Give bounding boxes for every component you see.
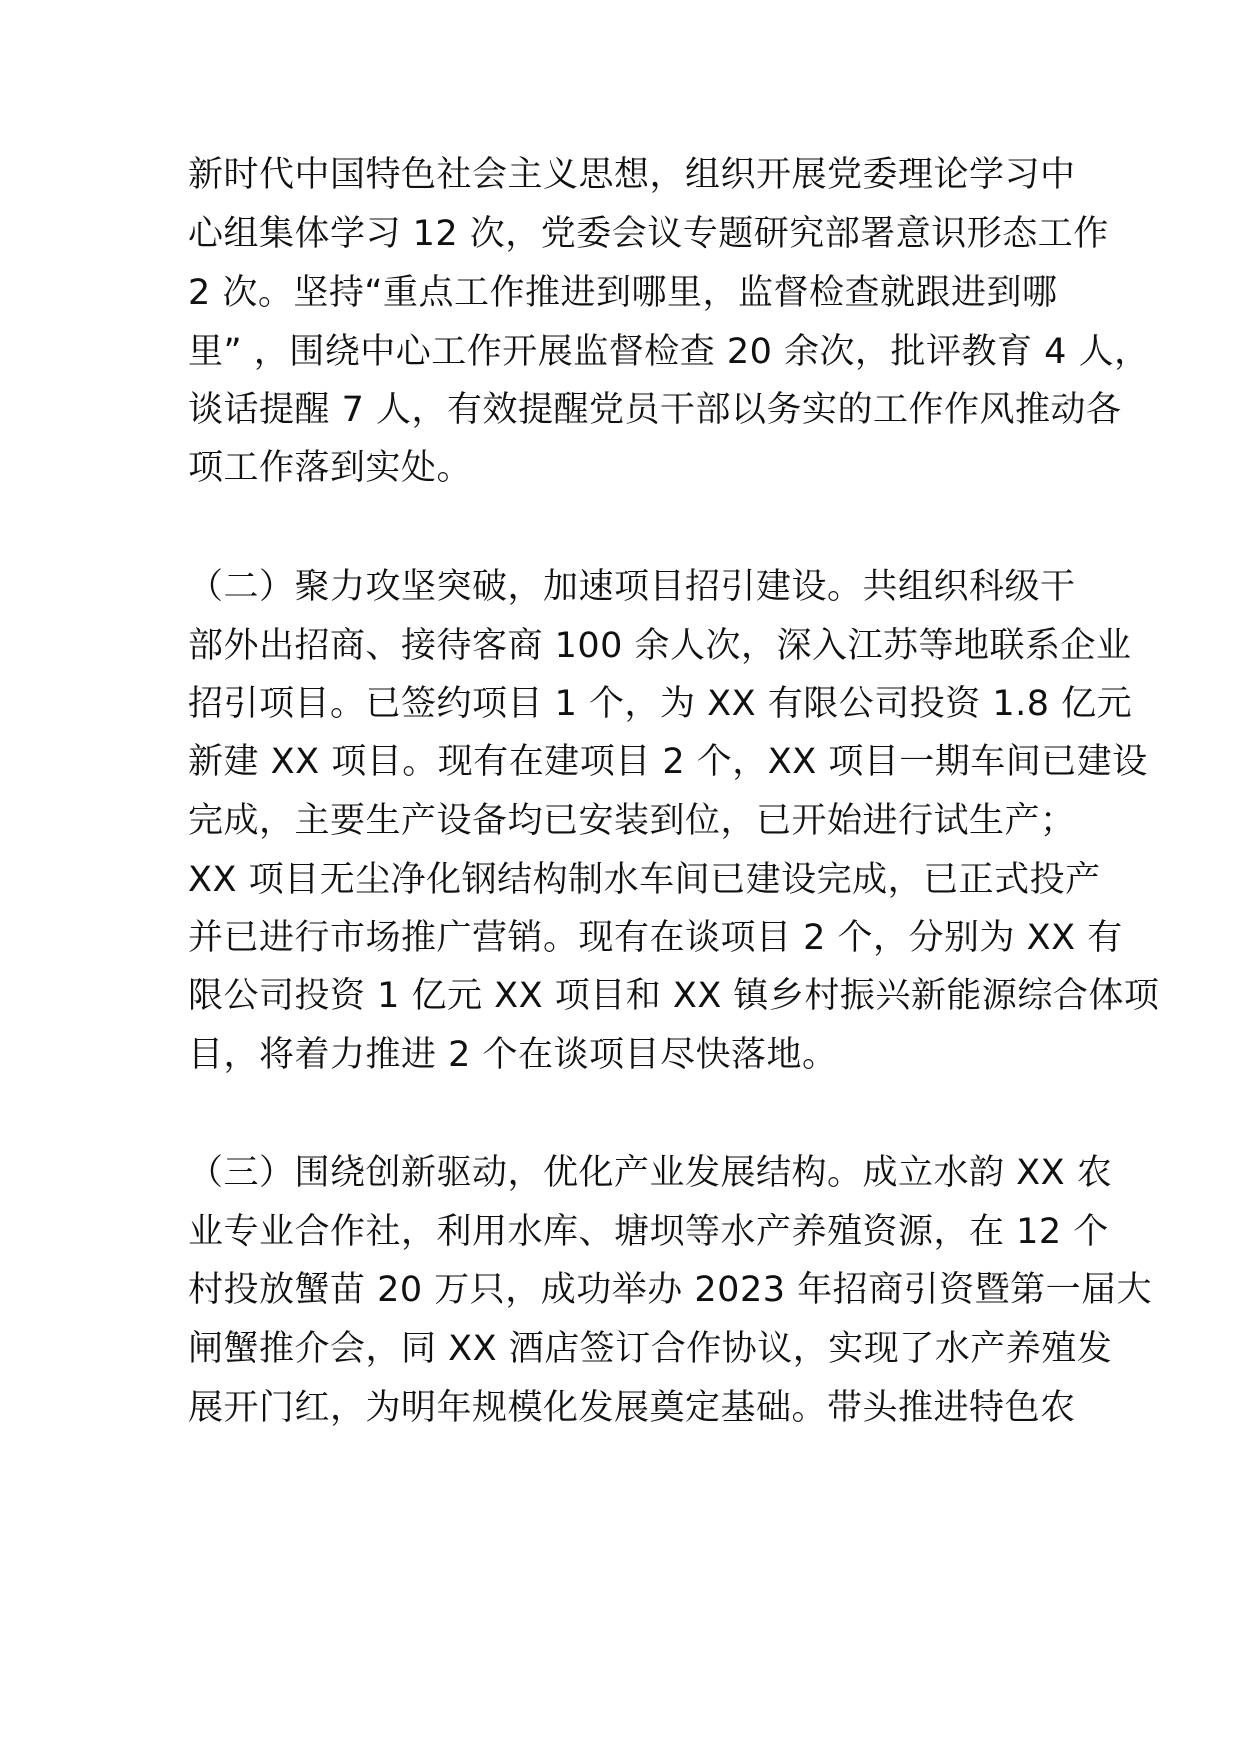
text-line: 部外出招商、接待客商 100 余人次，深入江苏等地联系企业 <box>188 626 1132 666</box>
text-line: 项工作落到实处。 <box>188 448 473 488</box>
text-line: 村投放蟹苗 20 万只，成功举办 2023 年招商引资暨第一届大 <box>188 1270 1153 1310</box>
text-line: 新建 XX 项目。现有在建项目 2 个，XX 项目一期车间已建设 <box>188 742 1148 782</box>
text-line: XX 项目无尘净化钢结构制水车间已建设完成，已正式投产 <box>188 860 1101 900</box>
text-line: 招引项目。已签约项目 1 个，为 XX 有限公司投资 1.8 亿元 <box>188 684 1133 724</box>
text-line: 谈话提醒 7 人，有效提醒党员干部以务实的工作作风推动各 <box>188 390 1122 430</box>
text-line: 并已进行市场推广营销。现有在谈项目 2 个，分别为 XX 有 <box>188 918 1123 958</box>
text-line: 新时代中国特色社会主义思想，组织开展党委理论学习中 <box>188 155 1076 195</box>
text-line: 业专业合作社，利用水库、塘坝等水产养殖资源，在 12 个 <box>188 1212 1109 1252</box>
text-line: 目，将着力推进 2 个在谈项目尽快落地。 <box>188 1035 838 1075</box>
text-line: 展开门红，为明年规模化发展奠定基础。带头推进特色农 <box>188 1388 1076 1428</box>
text-line: 心组集体学习 12 次，党委会议专题研究部署意识形态工作 <box>188 214 1109 254</box>
text-line: 2 次。坚持“重点工作推进到哪里，监督检查就跟进到哪 <box>188 273 1058 313</box>
text-line: 完成，主要生产设备均已安装到位，已开始进行试生产； <box>188 801 1076 841</box>
text-line: 闸蟹推介会，同 XX 酒店签订合作协议，实现了水产养殖发 <box>188 1329 1113 1369</box>
text-line: 里” ，围绕中心工作开展监督检查 20 余次，批评教育 4 人， <box>188 332 1150 372</box>
text-line: （二）聚力攻坚突破，加速项目招引建设。共组织科级干 <box>188 567 1076 607</box>
text-line: （三）围绕创新驱动，优化产业发展结构。成立水韵 XX 农 <box>188 1153 1113 1193</box>
text-line: 限公司投资 1 亿元 XX 项目和 XX 镇乡村振兴新能源综合体项 <box>188 976 1160 1016</box>
